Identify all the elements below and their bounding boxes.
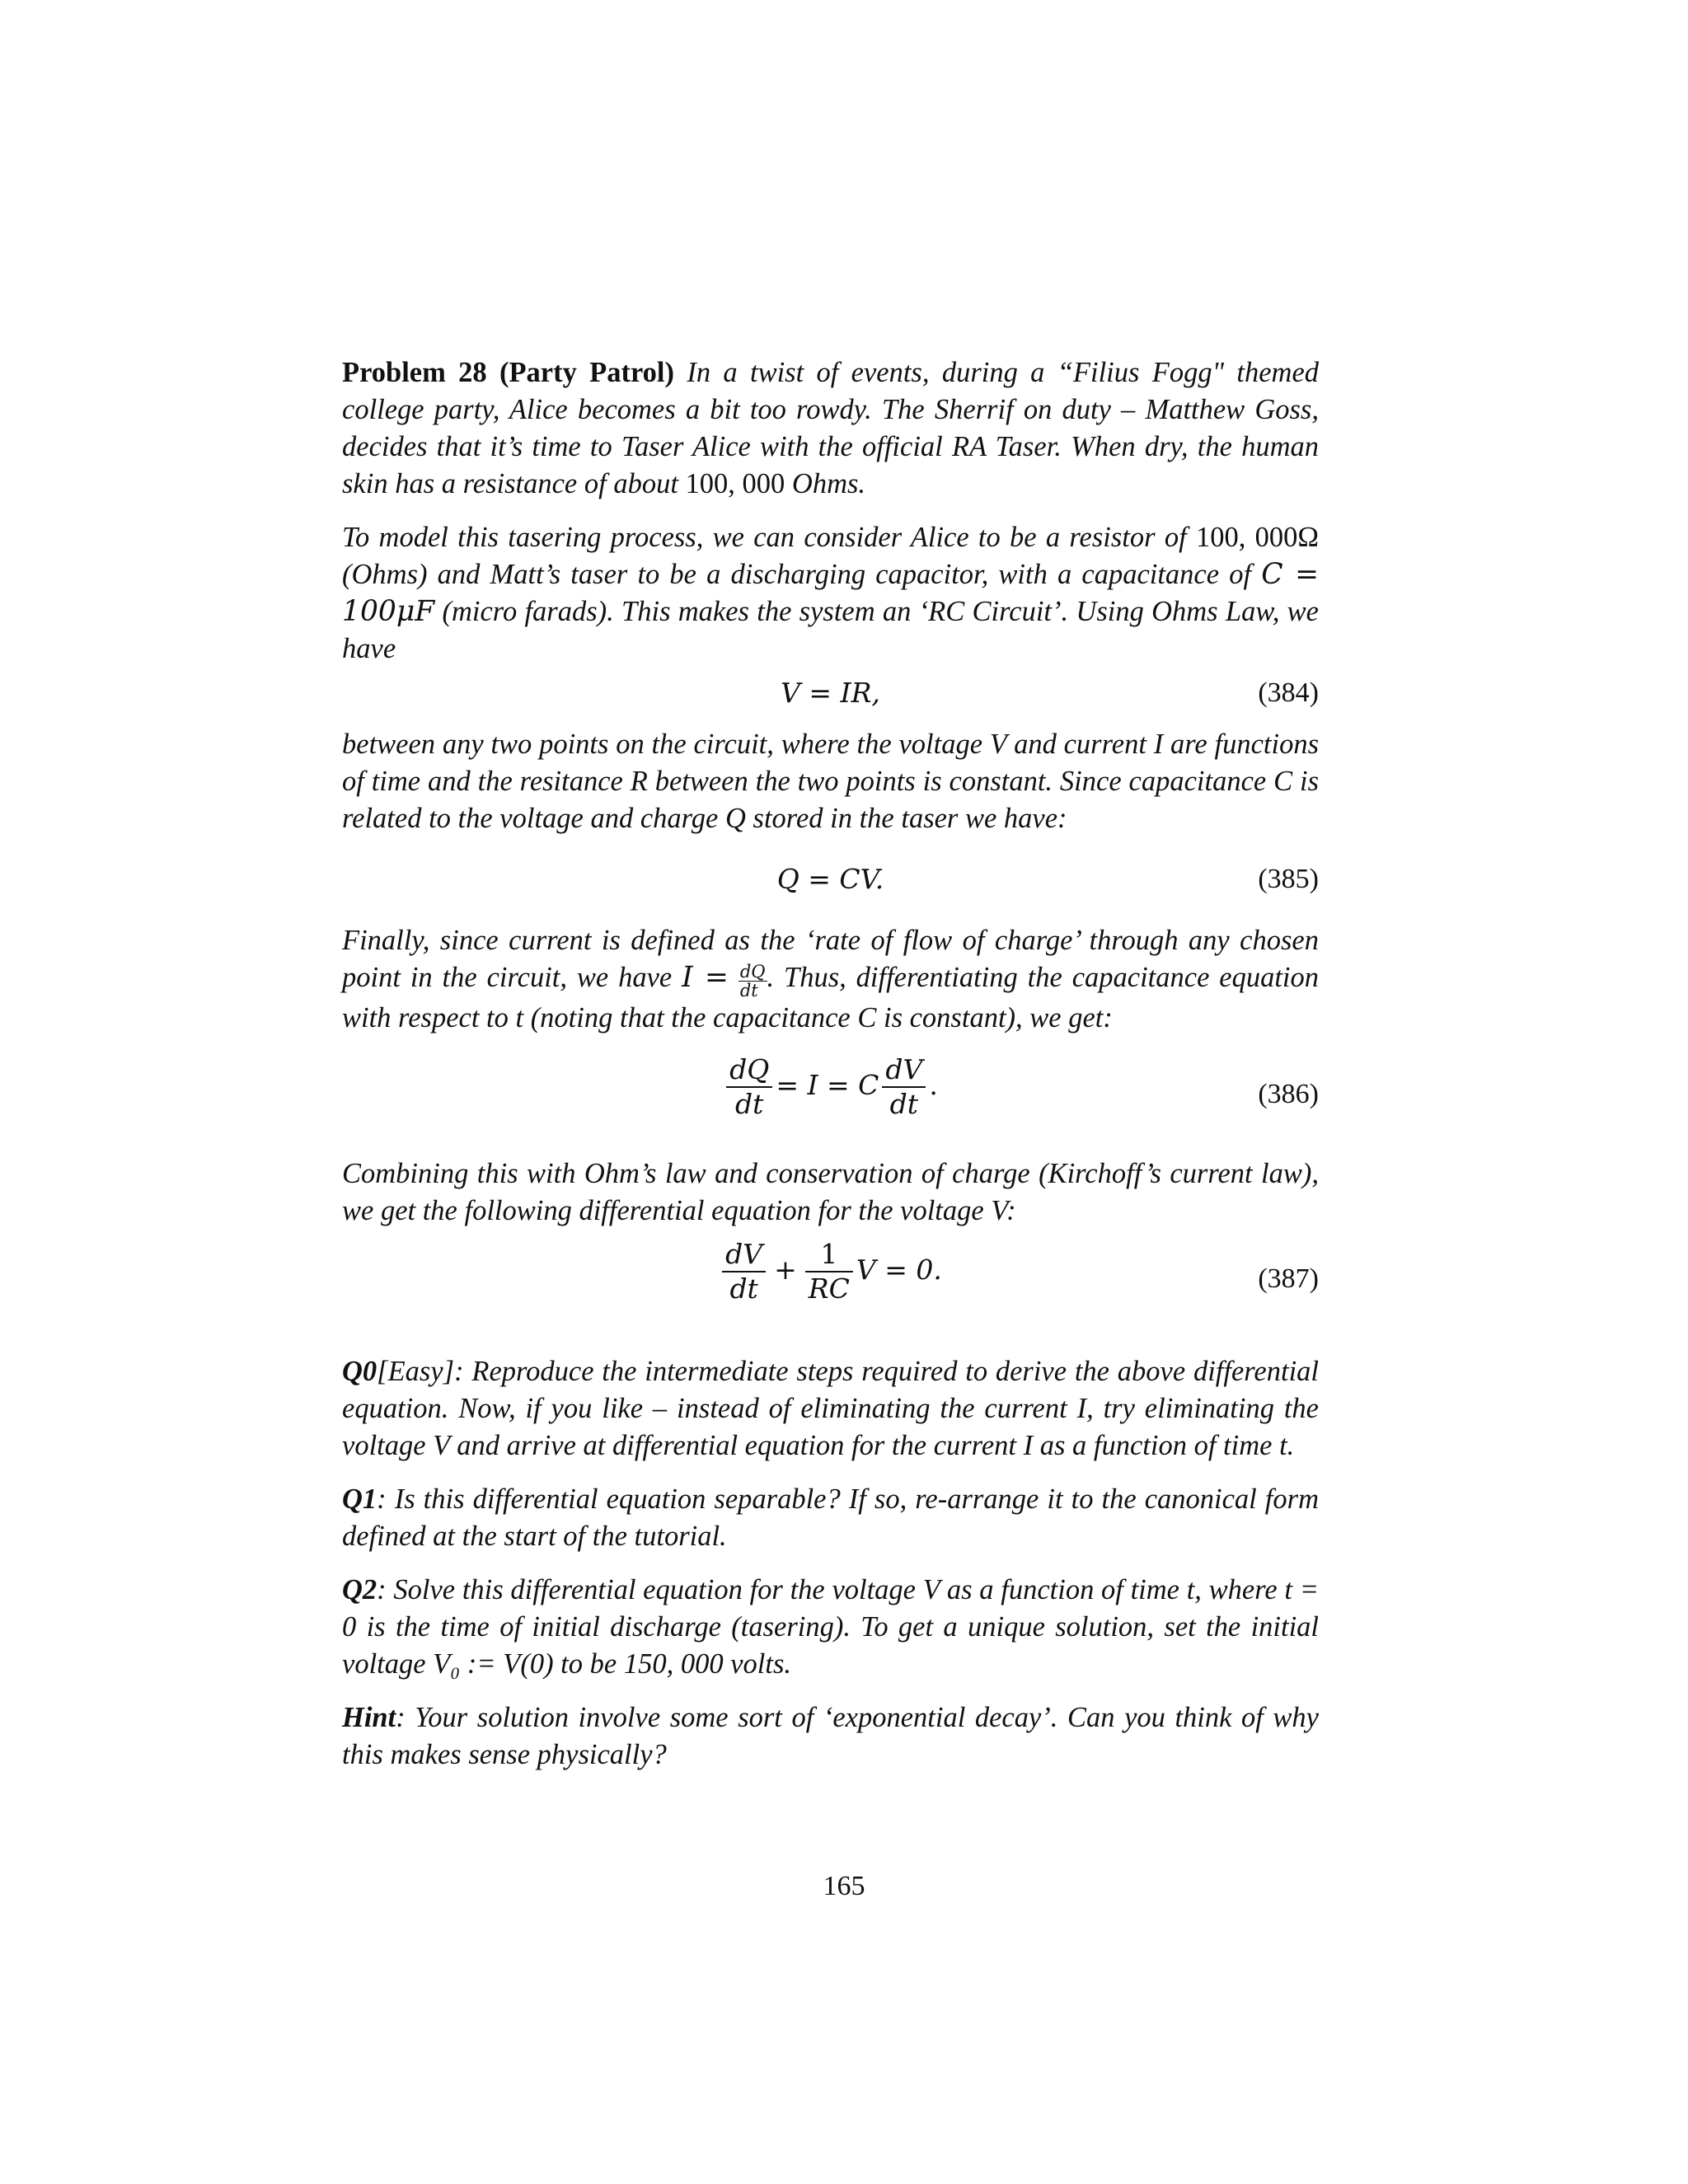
inline-fraction — [738, 963, 767, 1000]
combine-paragraph: Combining this with Ohm’s law and conservation of charge (Kirchoff’s current law), we get the following differential equation for the voltage V: — [342, 1158, 1319, 1226]
eq387-frac-b — [805, 1238, 853, 1305]
current-paragraph — [342, 922, 1319, 1037]
hint-label: Hint — [342, 1702, 396, 1733]
eq387-b-den: RC — [808, 1272, 850, 1305]
problem-intro-text: In a twist of events, during a “Filius Fogg" themed college party, Alice becomes a bit too rowdy. The Sherrif on duty – Matthew Goss, decides that it’s time to Taser Alice with the official RA Taser. When dry, the human skin has a resistance of about — [342, 357, 1320, 499]
question-q2-label: Q2 — [342, 1574, 377, 1605]
current-symbol: I = — [682, 961, 729, 994]
question-q2 — [342, 1572, 1319, 1683]
question-q0-label: Q0 — [342, 1356, 377, 1387]
model-text-b: (Ohms) and Matt’s taser to be a discharging capacitor, with a capacitance of — [342, 559, 1252, 590]
equation-385 — [342, 860, 1319, 898]
ohm-paragraph: between any two points on the circuit, where the voltage V and current I are functions of time and the resitance R between the two points is constant. Since capacitance C is related to the voltage and charge Q stored in the taser we have: — [342, 729, 1319, 834]
hint — [342, 1699, 1319, 1774]
eq386-frac-lhs — [726, 1053, 772, 1121]
question-q2-text: : Solve this differential equation for the voltage V as a function of time t, where t = 0 is the time of initial discharge (tasering). To get a unique solution, set the initial voltage V₀ := V(0) to be 150, 000 volts. — [342, 1574, 1319, 1680]
eq387-end: V = 0. — [856, 1254, 942, 1286]
question-q1 — [342, 1481, 1319, 1555]
current-text-b: . Thus, differentiating the capacitance equation with respect to t (noting that the capacitance C is constant), we get: — [342, 962, 1320, 1033]
question-q1-label: Q1 — [342, 1483, 377, 1515]
model-resistance: 100, 000Ω — [1195, 522, 1320, 553]
text-block — [342, 354, 1319, 1790]
eq386-middle: = I = C — [776, 1069, 879, 1101]
question-q0 — [342, 1353, 1319, 1465]
equation-384-number: (384) — [1258, 677, 1319, 708]
model-paragraph — [342, 519, 1319, 668]
eq386-lhs-den: dt — [735, 1088, 764, 1120]
equation-385-number: (385) — [1258, 864, 1319, 894]
equation-386-body — [342, 1053, 1319, 1121]
equation-386 — [342, 1053, 1319, 1136]
page-number: 165 — [823, 1871, 865, 1901]
eq387-plus: + — [774, 1254, 797, 1286]
problem-heading: Problem 28 (Party Patrol) — [342, 357, 675, 388]
eq386-rhs-den: dt — [889, 1088, 919, 1120]
resistance-value: 100, 000 — [685, 468, 785, 499]
resistance-unit: Ohms. — [791, 468, 866, 499]
question-q1-text: : Is this differential equation separable? If so, re-arrange it to the canonical form defined at the start of the tutorial. — [342, 1483, 1319, 1552]
equation-387-number: (387) — [1258, 1263, 1319, 1294]
model-capacitance: C = 100μF — [342, 558, 1319, 628]
eq387-a-num: dV — [722, 1238, 766, 1272]
eq387-a-den: dt — [729, 1272, 758, 1305]
equation-387 — [342, 1238, 1319, 1320]
inline-fraction-den: dt — [739, 981, 758, 1001]
problem-intro — [342, 354, 1319, 503]
current-text-a: Finally, since current is defined as the ‘rate of flow of charge’ through any chosen point in the circuit, we have — [342, 925, 1319, 993]
eq386-end: . — [929, 1069, 938, 1101]
equation-386-number: (386) — [1258, 1079, 1319, 1109]
equation-387-body — [342, 1238, 1319, 1305]
model-text-a: To model this tasering process, we can consider Alice to be a resistor of — [342, 522, 1187, 553]
eq386-lhs-num: dQ — [726, 1053, 772, 1088]
eq386-frac-rhs — [882, 1053, 926, 1121]
question-q0-text: [Easy]: Reproduce the intermediate steps required to derive the above differential equation. Now, if you like – instead of eliminating the current I, try eliminating the voltage V and arrive at differential equation for the current I as a function of time t. — [342, 1356, 1319, 1461]
eq386-rhs-num: dV — [882, 1053, 926, 1088]
equation-384 — [342, 674, 1319, 711]
eq387-frac-a — [722, 1238, 766, 1305]
equation-385-body: Q = CV. — [776, 863, 884, 895]
hint-text: : Your solution involve some sort of ‘exponential decay’. Can you think of why this makes sense physically? — [342, 1702, 1319, 1770]
model-text-c: (micro farads). This makes the system an ‘RC Circuit’. Using Ohms Law, we have — [342, 596, 1319, 664]
eq387-b-num: 1 — [805, 1238, 853, 1272]
equation-384-body: V = IR, — [781, 677, 880, 709]
inline-fraction-num: dQ — [739, 962, 766, 982]
